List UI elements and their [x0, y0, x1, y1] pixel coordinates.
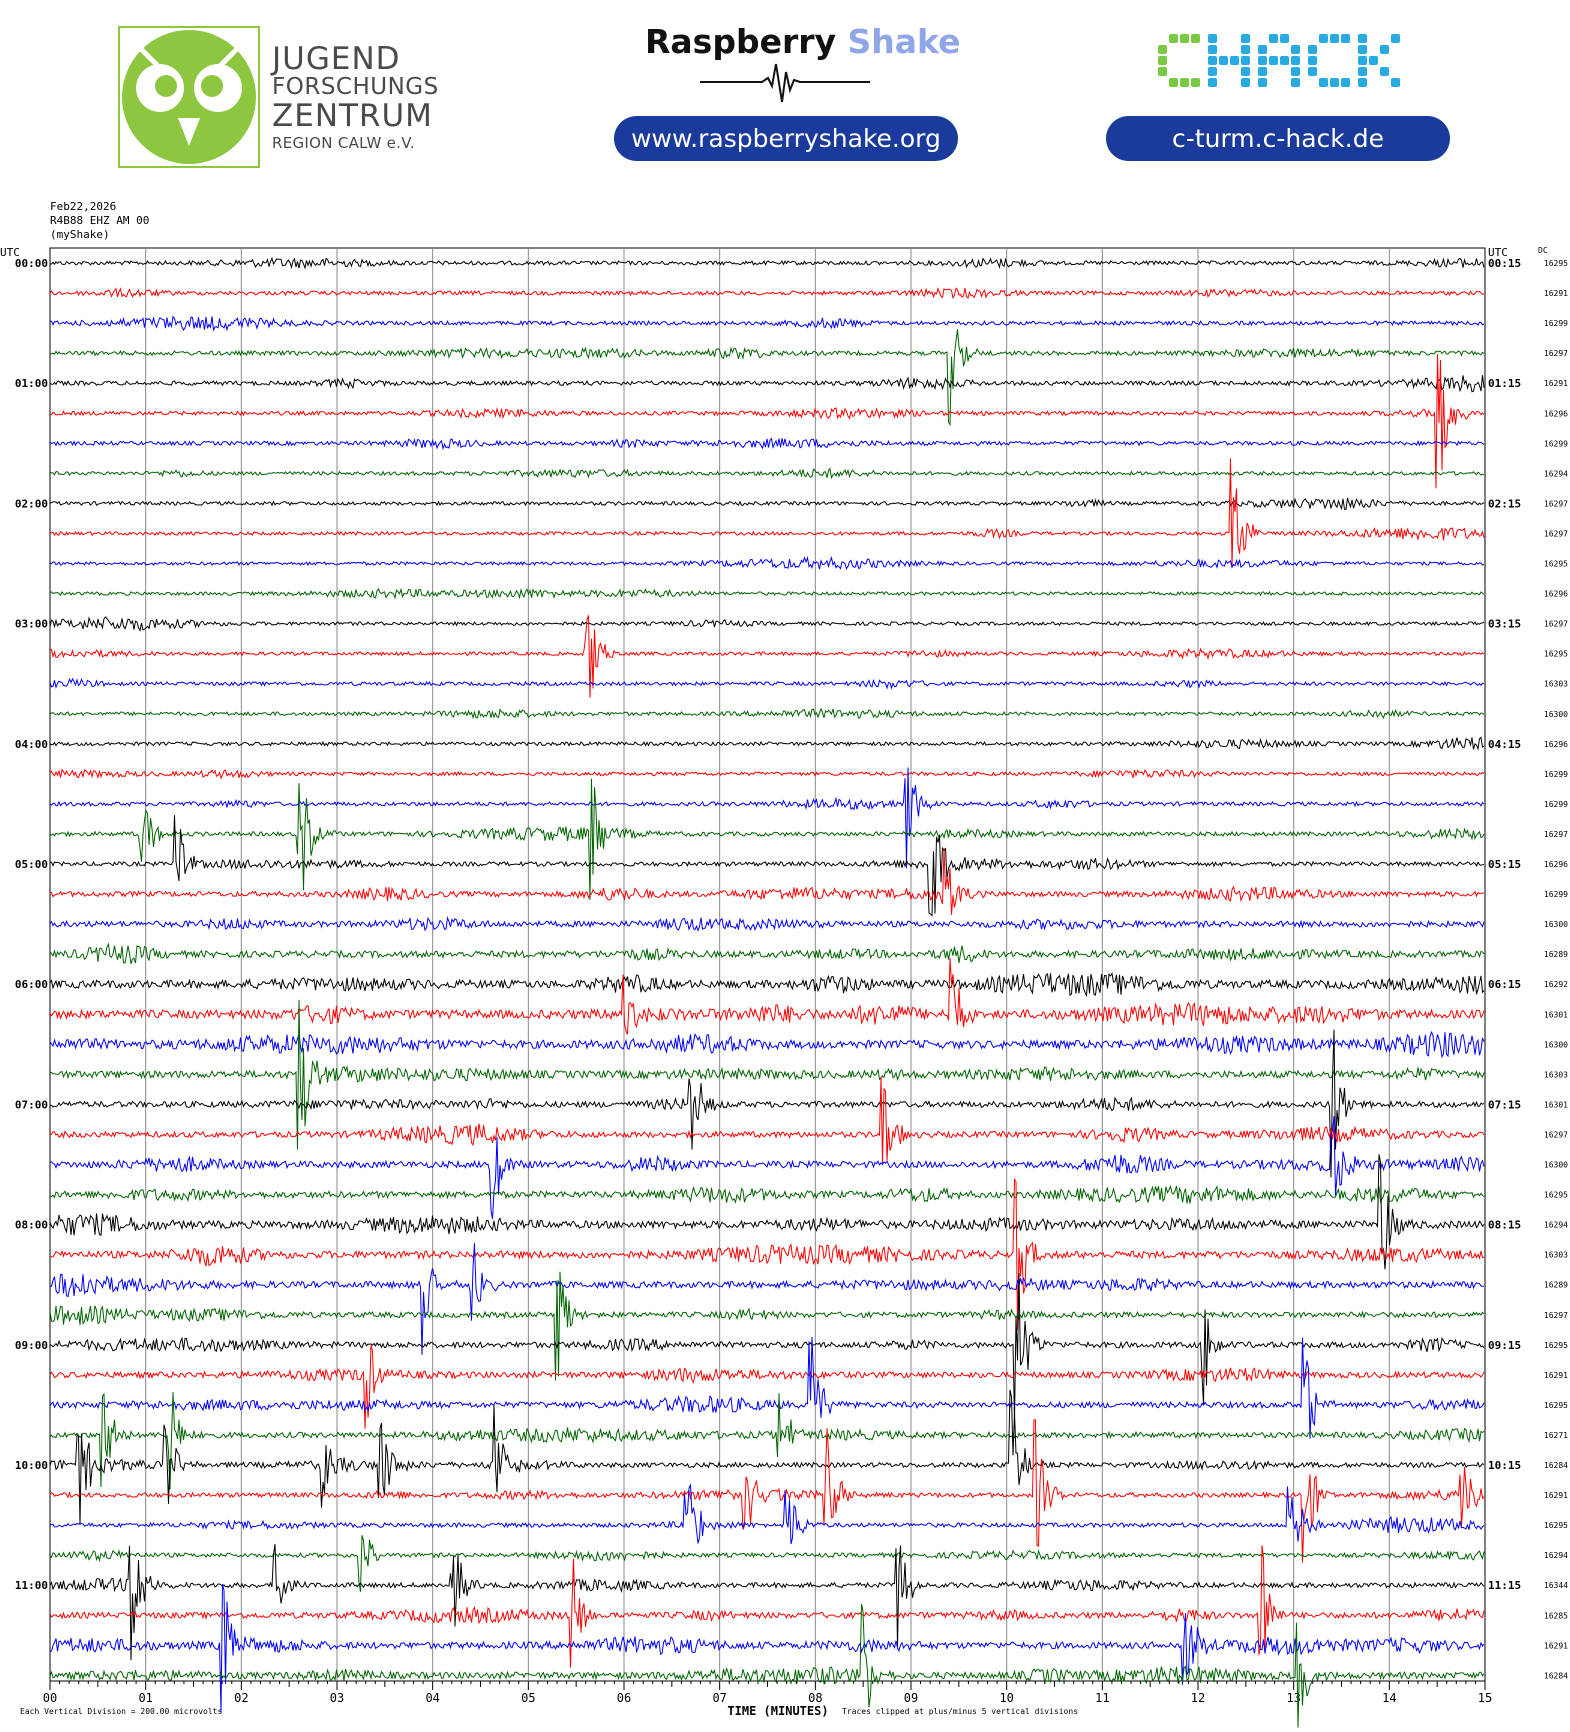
raspberryshake-link[interactable]: www.raspberryshake.org	[614, 116, 958, 161]
dc-value: 16289	[1543, 1280, 1568, 1290]
right-time-label: 03:15	[1488, 617, 1522, 631]
dc-value: 16300	[1543, 709, 1568, 719]
chack-logo-dot	[1158, 67, 1167, 76]
seismogram-trace	[50, 1032, 1484, 1057]
dc-value: 16291	[1543, 289, 1568, 299]
seismogram-trace	[50, 1154, 1484, 1269]
dc-value: 16284	[1543, 1671, 1568, 1681]
seismogram-trace	[50, 1337, 1484, 1439]
seismogram-trace	[50, 1545, 1484, 1667]
right-time-label: 08:15	[1488, 1218, 1522, 1232]
hour-label: 00:00	[14, 257, 48, 270]
chack-logo-dot	[1280, 56, 1289, 65]
dc-value: 16295	[1543, 259, 1568, 268]
dc-value: 16297	[1543, 529, 1568, 539]
chack-logo-dot	[1208, 34, 1217, 43]
seismogram-trace	[50, 1077, 1484, 1163]
chack-logo-dot	[1219, 56, 1228, 65]
chack-logo-dot	[1319, 78, 1328, 87]
chack-logo-dot	[1208, 67, 1217, 76]
x-tick-label: 15	[1477, 1691, 1493, 1705]
chack-logo-dot	[1241, 34, 1250, 43]
seismogram-trace	[50, 354, 1484, 488]
chack-logo-dot	[1330, 34, 1339, 43]
dc-value: 16295	[1543, 1400, 1568, 1410]
chack-logo-dot	[1191, 34, 1200, 43]
seismogram-trace	[50, 1116, 1484, 1219]
dc-value: 16291	[1543, 1641, 1568, 1651]
chack-logo-dot	[1241, 56, 1250, 65]
chack-logo-dot	[1341, 34, 1350, 43]
dc-value: 16299	[1543, 799, 1568, 809]
x-tick-label: 13	[1286, 1691, 1301, 1705]
chart-station: R4B88 EHZ AM 00	[50, 214, 150, 227]
dc-value: 16299	[1543, 769, 1568, 779]
dc-value: 16285	[1543, 1611, 1568, 1621]
chack-logo-dot	[1258, 78, 1267, 87]
right-time-label: 11:15	[1488, 1579, 1522, 1593]
chack-logo-dot	[1308, 45, 1317, 54]
x-tick-label: 00	[42, 1691, 58, 1705]
dc-value: 16344	[1543, 1581, 1568, 1591]
chack-logo-dot	[1291, 45, 1300, 54]
dc-value: 16296	[1543, 409, 1568, 419]
seismogram-trace	[50, 558, 1484, 569]
seismogram-trace	[50, 944, 1484, 964]
seismogram-wave-icon	[700, 60, 870, 104]
dc-value: 16299	[1543, 319, 1568, 329]
chack-logo-dot	[1391, 34, 1400, 43]
seismogram-trace	[50, 768, 1484, 869]
seismogram-trace	[50, 1180, 1484, 1330]
jf-line-1: JUGEND	[272, 41, 401, 77]
chack-logo-dot	[1258, 45, 1267, 54]
chack-logo-dot	[1241, 78, 1250, 87]
chack-logo-dot	[1258, 67, 1267, 76]
chack-logo-dot	[1180, 78, 1189, 87]
right-time-label: 09:15	[1488, 1338, 1522, 1352]
dc-value: 16294	[1543, 1551, 1568, 1561]
chack-logo-dot	[1358, 56, 1367, 65]
x-tick-label: 01	[138, 1691, 153, 1705]
rs-word-2: Shake	[847, 22, 961, 61]
chack-logo-dot	[1341, 78, 1350, 87]
plot-frame	[50, 248, 1485, 1681]
dc-value: 16297	[1543, 1310, 1568, 1320]
right-time-label: 00:15	[1488, 257, 1522, 270]
x-tick-label: 07	[712, 1691, 727, 1705]
chack-logo-dot	[1380, 45, 1389, 54]
seismogram-trace	[50, 737, 1484, 749]
chack-logo-dot	[1369, 56, 1378, 65]
chack-logo-dot	[1291, 67, 1300, 76]
hour-label: 11:00	[14, 1579, 48, 1593]
chack-logo-dot	[1158, 56, 1167, 65]
x-tick-label: 10	[999, 1691, 1014, 1705]
chack-logo-dot	[1241, 67, 1250, 76]
seismogram-trace	[50, 1000, 1484, 1150]
dc-value: 16295	[1543, 1340, 1568, 1350]
seismogram-trace	[50, 1345, 1484, 1429]
right-time-label: 05:15	[1488, 858, 1522, 871]
x-tick-label: 05	[521, 1691, 536, 1705]
helicorder-plot	[0, 190, 1570, 1732]
rs-word-1: Raspberry	[645, 22, 837, 61]
footer-right: Traces clipped at plus/minus 5 vertical divisions	[842, 1707, 1079, 1716]
x-tick-label: 09	[903, 1691, 919, 1705]
dc-value: 16303	[1543, 679, 1568, 689]
chack-logo-dot	[1358, 67, 1367, 76]
seismogram-trace	[50, 375, 1484, 392]
jf-line-3: ZENTRUM	[272, 98, 433, 134]
hour-label: 07:00	[14, 1098, 48, 1112]
dc-value: 16301	[1543, 1100, 1568, 1110]
chack-logo-dot	[1291, 56, 1300, 65]
seismogram-trace	[50, 849, 1484, 915]
seismogram-trace	[50, 438, 1484, 448]
right-time-label: 07:15	[1488, 1098, 1522, 1112]
raspberry-shake-logo-text	[645, 22, 961, 61]
dc-value: 16295	[1543, 1521, 1568, 1531]
x-tick-label: 04	[425, 1691, 440, 1705]
right-axis-label: UTC	[1488, 246, 1508, 259]
chack-logo-dot	[1330, 78, 1339, 87]
dc-value: 16297	[1543, 619, 1568, 629]
seismogram-trace	[50, 288, 1484, 298]
x-tick-label: 06	[616, 1691, 632, 1705]
jf-line-4: REGION CALW e.V.	[272, 134, 415, 152]
dc-value: 16291	[1543, 1370, 1568, 1380]
right-time-label: 02:15	[1488, 497, 1522, 511]
seismogram-trace	[50, 973, 1484, 995]
owl-logo-icon	[118, 26, 260, 168]
dc-value: 16296	[1543, 860, 1568, 869]
seismogram-trace	[50, 770, 1484, 778]
right-time-label: 04:15	[1488, 737, 1522, 751]
chart-note: (myShake)	[50, 228, 110, 241]
dc-value: 16297	[1543, 499, 1568, 509]
dc-value: 16292	[1543, 980, 1568, 990]
dc-label: DC	[1538, 246, 1548, 255]
seismogram-trace	[50, 815, 1484, 915]
seismogram-trace	[50, 469, 1484, 478]
seismogram-trace	[50, 709, 1484, 718]
chack-logo-dot	[1208, 45, 1217, 54]
chack-logo-dot	[1358, 45, 1367, 54]
dc-value: 16303	[1543, 1250, 1568, 1260]
x-tick-label: 03	[329, 1691, 345, 1705]
seismogram-trace	[50, 316, 1484, 330]
header-banner	[0, 0, 1570, 190]
chack-logo-dot	[1258, 56, 1267, 65]
seismogram-trace	[50, 258, 1484, 268]
hour-label: 06:00	[14, 978, 48, 992]
dc-value: 16296	[1543, 739, 1568, 749]
x-tick-label: 14	[1382, 1691, 1397, 1705]
dc-value: 16297	[1543, 1130, 1568, 1140]
hour-label: 01:00	[14, 377, 48, 391]
chack-logo-dot	[1208, 56, 1217, 65]
chack-logo-dot	[1241, 45, 1250, 54]
dc-value: 16295	[1543, 559, 1568, 569]
chack-logo-dot	[1191, 78, 1200, 87]
dc-value: 16300	[1543, 920, 1568, 930]
dc-value: 16295	[1543, 1190, 1568, 1200]
seismogram-trace	[50, 329, 1484, 424]
chack-logo-dot	[1358, 78, 1367, 87]
dc-value: 16300	[1543, 1040, 1568, 1050]
seismogram-trace	[50, 498, 1484, 509]
seismogram-trace	[50, 958, 1484, 1035]
chack-logo-dot	[1169, 78, 1178, 87]
x-axis-label: TIME (MINUTES)	[727, 1704, 829, 1718]
chack-logo-dot	[1269, 34, 1278, 43]
dc-value: 16297	[1543, 349, 1568, 359]
seismogram-trace	[50, 1420, 1484, 1563]
dc-value: 16299	[1543, 890, 1568, 900]
footer-left: Each Vertical Division = 200.00 microvolts	[20, 1707, 223, 1716]
seismogram-trace	[50, 1186, 1484, 1203]
seismogram-trace	[50, 589, 1484, 598]
dc-value: 16300	[1543, 1160, 1568, 1170]
chack-logo-dot	[1308, 67, 1317, 76]
x-tick-label: 12	[1190, 1691, 1206, 1705]
x-tick-label: 11	[1095, 1691, 1110, 1705]
dc-value: 16294	[1543, 1220, 1568, 1230]
hour-label: 04:00	[14, 737, 48, 751]
dc-value: 16294	[1543, 469, 1568, 479]
seismogram-trace	[50, 779, 1484, 900]
seismogram-trace	[50, 1273, 1484, 1420]
chack-logo-dot	[1391, 78, 1400, 87]
dc-value: 16271	[1543, 1430, 1568, 1440]
right-time-label: 10:15	[1488, 1459, 1522, 1472]
hour-label: 02:00	[14, 497, 48, 511]
chart-date: Feb22,2026	[50, 200, 117, 213]
hour-label: 10:00	[14, 1459, 48, 1472]
chack-logo-dot	[1380, 67, 1389, 76]
dc-value: 16295	[1543, 649, 1568, 659]
chack-logo-dot	[1319, 34, 1328, 43]
dc-value: 16297	[1543, 829, 1568, 839]
right-time-label: 06:15	[1488, 978, 1522, 992]
hour-label: 08:00	[14, 1218, 48, 1232]
jf-line-2: FORSCHUNGS	[272, 74, 439, 100]
seismogram-trace	[50, 1272, 1484, 1381]
dc-value: 16299	[1543, 439, 1568, 449]
chack-logo-dot	[1269, 56, 1278, 65]
jf-logo-text	[272, 41, 439, 152]
hour-label: 03:00	[14, 617, 48, 631]
seismogram-trace	[50, 1390, 1484, 1525]
chack-logo-dot	[1291, 78, 1300, 87]
seismogram-trace	[50, 679, 1484, 688]
chack-logo-icon	[1158, 32, 1408, 92]
dc-value: 16303	[1543, 1070, 1568, 1080]
chack-logo-dot	[1358, 34, 1367, 43]
chack-logo-dot	[1280, 34, 1289, 43]
chack-logo-dot	[1180, 34, 1189, 43]
chack-logo-dot	[1169, 34, 1178, 43]
seismogram-trace	[50, 1243, 1484, 1355]
seismogram-trace	[50, 617, 1484, 631]
chack-logo-dot	[1230, 56, 1239, 65]
left-axis-label: UTC	[0, 246, 20, 259]
dc-value: 16291	[1543, 379, 1568, 389]
chack-link[interactable]: c-turm.c-hack.de	[1106, 116, 1450, 161]
hour-label: 09:00	[14, 1338, 48, 1352]
seismogram-trace	[50, 1030, 1484, 1178]
dc-value: 16296	[1543, 589, 1568, 599]
x-tick-label: 02	[234, 1691, 249, 1705]
chack-logo-dot	[1158, 45, 1167, 54]
hour-label: 05:00	[14, 858, 48, 871]
dc-value: 16289	[1543, 950, 1568, 960]
dc-value: 16284	[1543, 1461, 1568, 1470]
x-tick-label: 08	[808, 1691, 823, 1705]
chack-logo-dot	[1208, 78, 1217, 87]
chack-logo-dot	[1308, 56, 1317, 65]
right-time-label: 01:15	[1488, 377, 1522, 391]
seismogram-trace	[50, 918, 1484, 931]
dc-value: 16301	[1543, 1010, 1568, 1020]
dc-value: 16291	[1543, 1491, 1568, 1501]
